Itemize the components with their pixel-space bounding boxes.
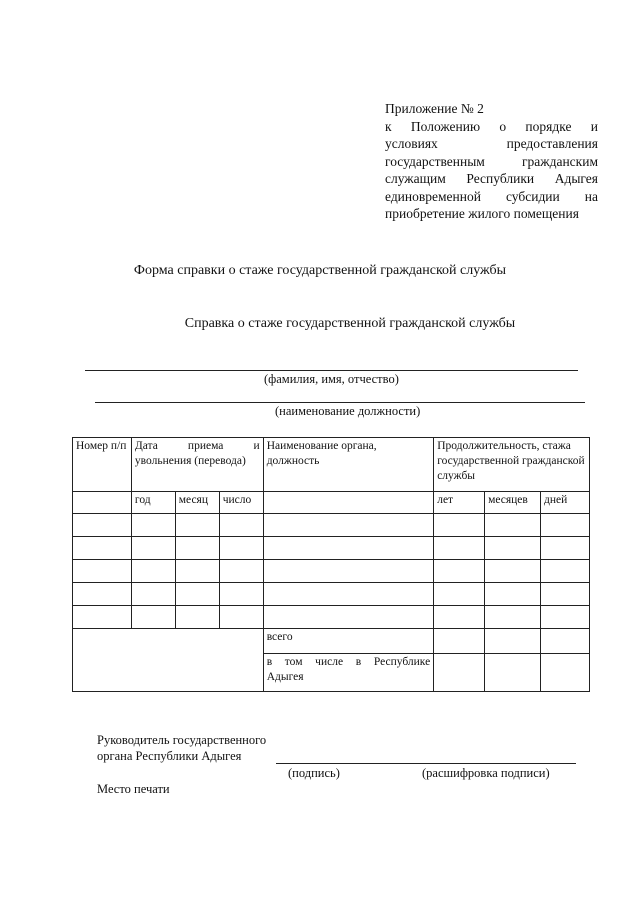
table-row [73,514,590,537]
header-date: Дата приема и увольнения (перевода) [131,438,263,492]
signature-decode-caption: (расшифровка подписи) [422,766,550,780]
stamp-label: Место печати [97,782,170,796]
appendix-line: единовременной субсидии на [385,188,598,204]
subheader-months: месяцев [485,492,541,514]
fio-line [85,370,578,371]
total-row [73,629,590,654]
document-title: Справка о стаже государственной гражданской службы [184,316,516,331]
table-cell [73,629,264,692]
table-cell [73,492,132,514]
table-cell [263,492,434,514]
table-header-row [73,438,590,492]
table-row [73,537,590,560]
appendix-line: Приложение № 2 [385,101,484,116]
table-row [73,606,590,629]
header-number: Номер п/п [73,438,132,492]
subheader-years: лет [434,492,485,514]
position-line [95,402,585,403]
header-organ: Наименование органа, должность [263,438,434,492]
total-label: всего [263,629,434,654]
signature-line [276,763,576,764]
header-duration: Продолжительность, стажа государственной гражданской службы [434,438,590,492]
appendix-line: приобретение жилого помещения [385,206,579,221]
signature-block [97,732,266,764]
table-row [73,583,590,606]
appendix-block [385,100,598,223]
head-title-line1: Руководитель государственного [97,733,267,747]
appendix-line: к Положению о порядке и [385,118,598,134]
appendix-line: условиях предоставления [385,136,598,151]
head-title-line2: органа Республики Адыгея [97,749,242,763]
adygea-label: в том числе в Республике Адыгея [263,654,434,692]
form-title: Форма справки о стаже государственной гражданской службы [133,263,507,278]
subheader-year: год [131,492,175,514]
service-table [72,437,590,692]
subheader-day: число [219,492,263,514]
table-subheader-row [73,492,590,514]
subheader-month: месяц [175,492,219,514]
fio-caption: (фамилия, имя, отчество) [264,372,399,386]
position-caption: (наименование должности) [275,404,421,418]
appendix-line: служащим Республики Адыгея [385,171,598,186]
subheader-days: дней [541,492,590,514]
signature-caption: (подпись) [288,766,340,780]
table-row [73,560,590,583]
appendix-line: государственным гражданским [385,153,598,169]
